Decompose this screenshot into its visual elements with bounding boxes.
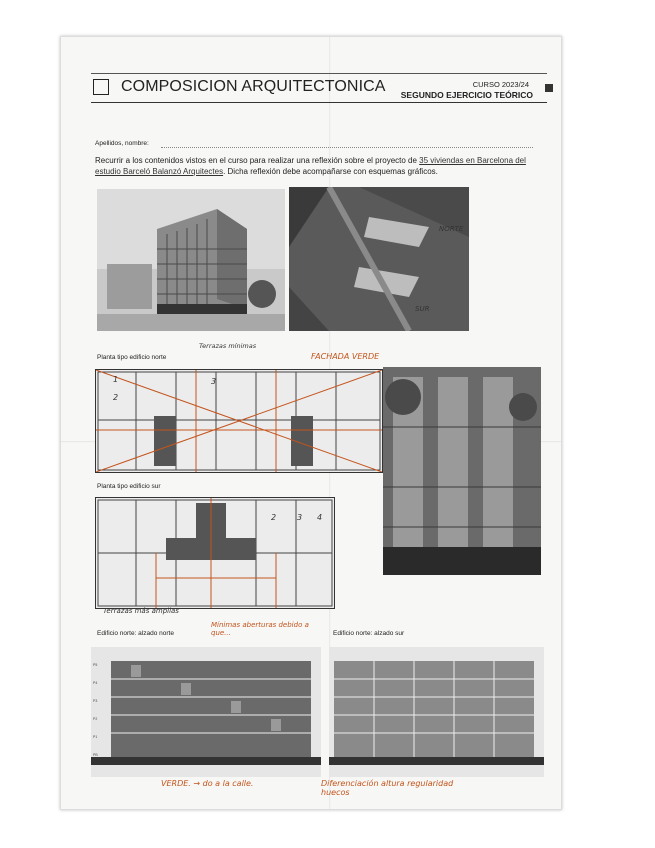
room-3-south: 3: [297, 513, 303, 522]
south-annotation: SUR: [415, 305, 430, 313]
caption-plan-north: Planta tipo edificio norte: [97, 354, 167, 361]
terrace-wide-note: Terrazas más amplias: [103, 607, 179, 615]
terrace-note: Terrazas mínimas: [199, 342, 257, 350]
north-elevation: [91, 647, 321, 777]
floor-label: PB: [93, 753, 98, 757]
floor-label: P2: [93, 717, 98, 721]
header-checkbox[interactable]: [93, 79, 109, 95]
name-field[interactable]: [161, 147, 533, 148]
prompt-text-1: Recurrir a los contenidos vistos en el curso para realizar una reflexión sobre el proyecto de: [95, 156, 420, 165]
diferenciacion-note: Diferenciación altura regularidad huecos: [321, 779, 454, 797]
project-link[interactable]: 35 viviendas en Barcelona del estudio Barceló Balanzó Arquitectes: [95, 156, 526, 176]
caption-plan-south: Planta tipo edificio sur: [97, 483, 161, 490]
verde-note: VERDE. → do a la calle.: [161, 779, 254, 788]
room-4-south: 4: [317, 513, 323, 522]
green-facade-note: FACHADA VERDE: [311, 352, 380, 361]
name-label: Apellidos, nombre:: [95, 140, 149, 147]
min-openings-note: Mínimas aberturas debido a que...: [211, 621, 309, 637]
south-elevation: [329, 647, 544, 777]
exercise-label: SEGUNDO EJERCICIO TEÓRICO: [400, 90, 533, 100]
room-2-south: 2: [271, 513, 277, 522]
north-floor-plan: [95, 369, 383, 473]
north-annotation: NORTE: [439, 225, 464, 233]
room-1-north: 1: [113, 375, 119, 384]
exercise-prompt: [95, 155, 535, 177]
exam-sheet: [60, 36, 562, 810]
room-3-north: 3: [211, 377, 217, 386]
floor-label: P1: [93, 735, 98, 739]
course-label: CURSO 2023/24: [472, 80, 529, 89]
corner-square: [545, 84, 553, 92]
aerial-photo: [289, 187, 469, 331]
prompt-text-2: . Dicha reflexión debe acompañarse con esquemas gráficos.: [223, 167, 438, 176]
green-facade-photo: [383, 367, 541, 575]
building-photo: [97, 189, 285, 331]
caption-elev-north: Edificio norte: alzado norte: [97, 630, 174, 637]
top-rule: [91, 73, 547, 74]
header-rule: [91, 102, 547, 103]
room-2-north: 2: [113, 393, 119, 402]
floor-label: P3: [93, 699, 98, 703]
floor-label: P5: [93, 663, 98, 667]
floor-label: P4: [93, 681, 98, 685]
page-title: COMPOSICION ARQUITECTONICA: [121, 78, 386, 95]
caption-elev-south: Edificio norte: alzado sur: [333, 630, 405, 637]
